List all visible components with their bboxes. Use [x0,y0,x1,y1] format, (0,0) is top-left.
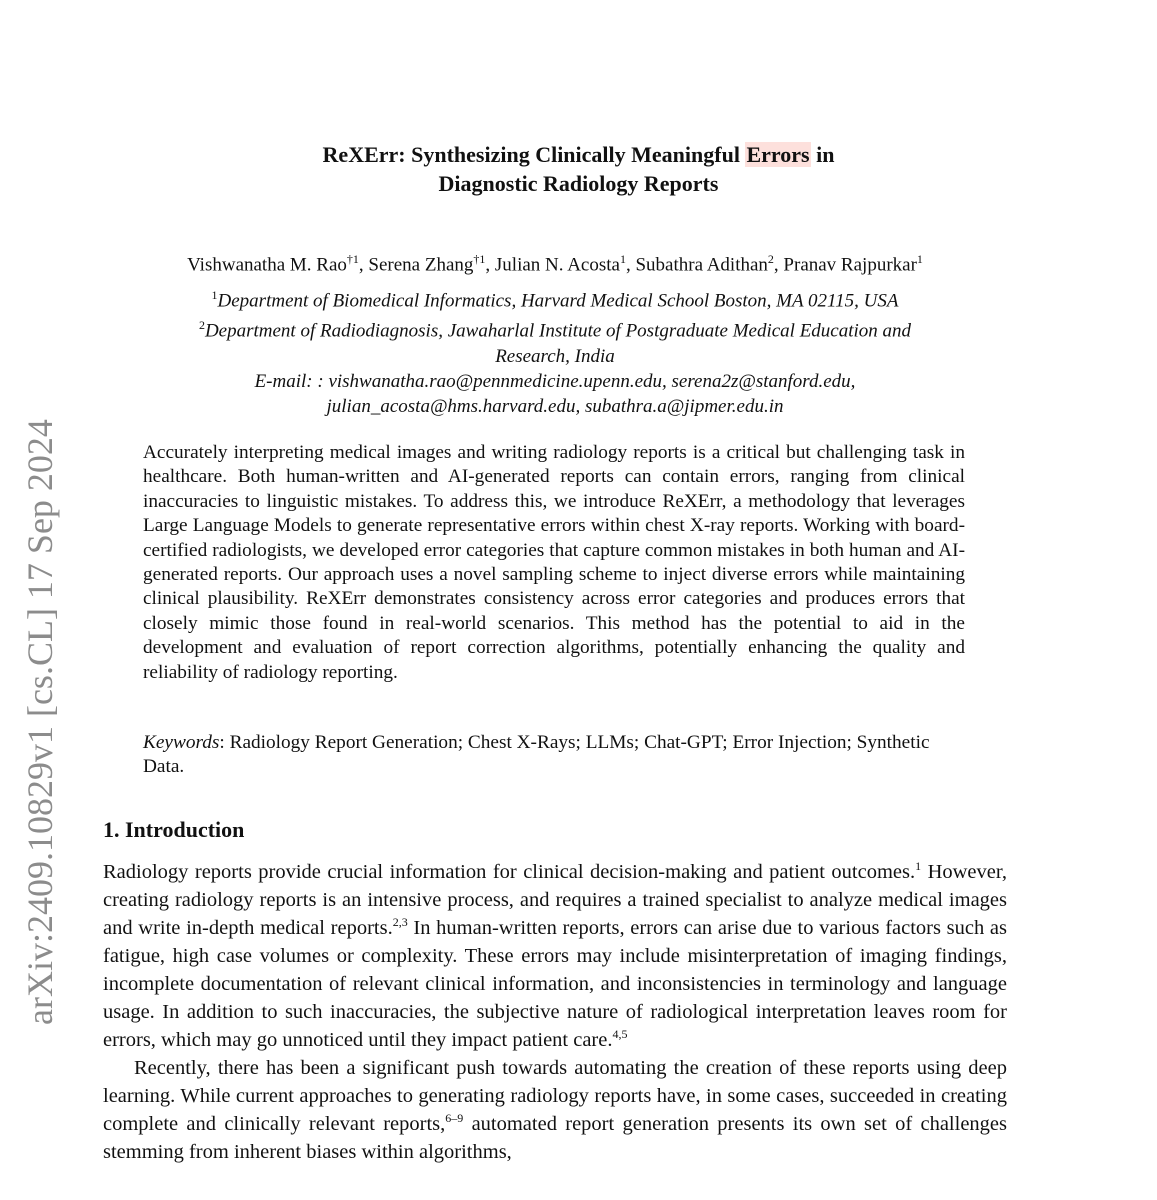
body-text-segment: However, creating radiology reports is an intensive process, and requires a trained specialist to analyze medical images and write in-depth medical reports. [103,861,1008,939]
email-line1: E-mail: : vishwanatha.rao@pennmedicine.upenn.edu, serena2z@stanford.edu, [254,370,856,392]
section-heading-introduction: 1. Introduction [103,817,245,842]
affiliation-2-line2: Research, India [495,345,615,367]
arxiv-identifier-text: arXiv:2409.10829v1 [cs.CL] 17 Sep 2024 [20,419,60,1025]
abstract: Accurately interpreting medical images and writing radiology reports is a critical but challenging task in healthcare. Both human-written and AI-generated reports can contain errors, ranging from clinical inaccuracies to linguistic mistakes. To address this, we introduce ReXErr, a methodology that leverages Large Language Models to generate representative errors within chest X-ray reports. Working with board-certified radiologists, we developed error categories that capture common mistakes in both human and AI-generated reports. Our approach uses a novel sampling scheme to inject diverse errors while maintaining clinical plausibility. ReXErr demonstrates consistency across error categories and produces errors that closely mimic those found in real-world scenarios. This method has the potential to aid in the development and evaluation of report correction algorithms, potentially enhancing the quality and reliability of radiology reporting. [143,442,965,683]
author-separator: , [485,254,495,276]
affiliations [0,283,1110,419]
citation-superscript: 2,3 [392,915,408,930]
affiliation-2 [0,313,1110,343]
author-affiliation-marker: †1 [346,252,359,266]
title-line1-after: in [810,142,835,167]
author-name: Pranav Rajpurkar [783,254,917,276]
introduction-paragraph-2 [103,1054,1007,1166]
affiliation-1 [0,283,1110,313]
author-list [0,252,1110,276]
affiliation-1-text: Department of Biomedical Informatics, Harvard Medical School Boston, MA 02115, USA [217,290,899,312]
author-affiliation-marker: 2 [767,252,774,266]
citation-superscript: 1 [915,859,922,874]
author-name: Vishwanatha M. Rao [187,254,347,276]
body-text-segment: In human-written reports, errors can arise due to various factors such as fatigue, high case volumes or complexity. These errors may include misinterpretation of imaging findings, incomplete documentation of relevant clinical information, and inconsistencies in terminology and language usage. In addition to such inaccuracies, the subjective nature of radiological interpretation leaves room for errors, which may go unnoticed until they impact patient care. [103,917,1007,1051]
author-name: Subathra Adithan [635,254,768,276]
affiliation-1-marker: 1 [211,288,218,302]
citation-superscript: 4,5 [612,1027,628,1042]
keywords [143,731,965,780]
citation-superscript: 6–9 [445,1111,464,1126]
affiliation-2-line1: Department of Radiodiagnosis, Jawaharlal Institute of Postgraduate Medical Education and [204,320,912,342]
introduction-body [103,858,1007,1166]
author-separator: , [773,254,784,276]
author-affiliation-marker: †1 [473,252,486,266]
title-line1-before: ReXErr: Synthesizing Clinically Meaningful [322,142,746,167]
author-separator: , [625,254,636,276]
title-line2: Diagnostic Radiology Reports [438,171,719,196]
introduction-paragraph-1 [103,858,1007,1054]
author-affiliation-marker: 1 [619,252,626,266]
author-name: Julian N. Acosta [494,254,620,276]
author-separator: , [358,254,369,276]
body-text-segment: Radiology reports provide crucial information for clinical decision-making and patient outcomes. [103,861,916,883]
body-text-segment: Recently, there has been a significant push towards automating the creation of these reports using deep learning. While current approaches to generating radiology reports have, in some cases, succeeded in creating complete and clinically relevant reports, [103,1057,1007,1135]
affiliation-2-marker: 2 [198,318,205,333]
title-highlight: Errors [746,142,810,167]
keywords-text: : Radiology Report Generation; Chest X-Rays; LLMs; Chat-GPT; Error Injection; Synthetic Data. [143,732,930,778]
email-line2: julian_acosta@hms.harvard.edu, subathra.a@jipmer.edu.in [326,395,784,417]
paper-title [0,140,1157,198]
keywords-label: Keywords [143,732,220,753]
author-name: Serena Zhang [368,254,474,276]
body-text-segment: automated report generation presents its own set of challenges stemming from inherent biases within algorithms, [103,1113,1007,1163]
author-affiliation-marker: 1 [916,252,923,266]
